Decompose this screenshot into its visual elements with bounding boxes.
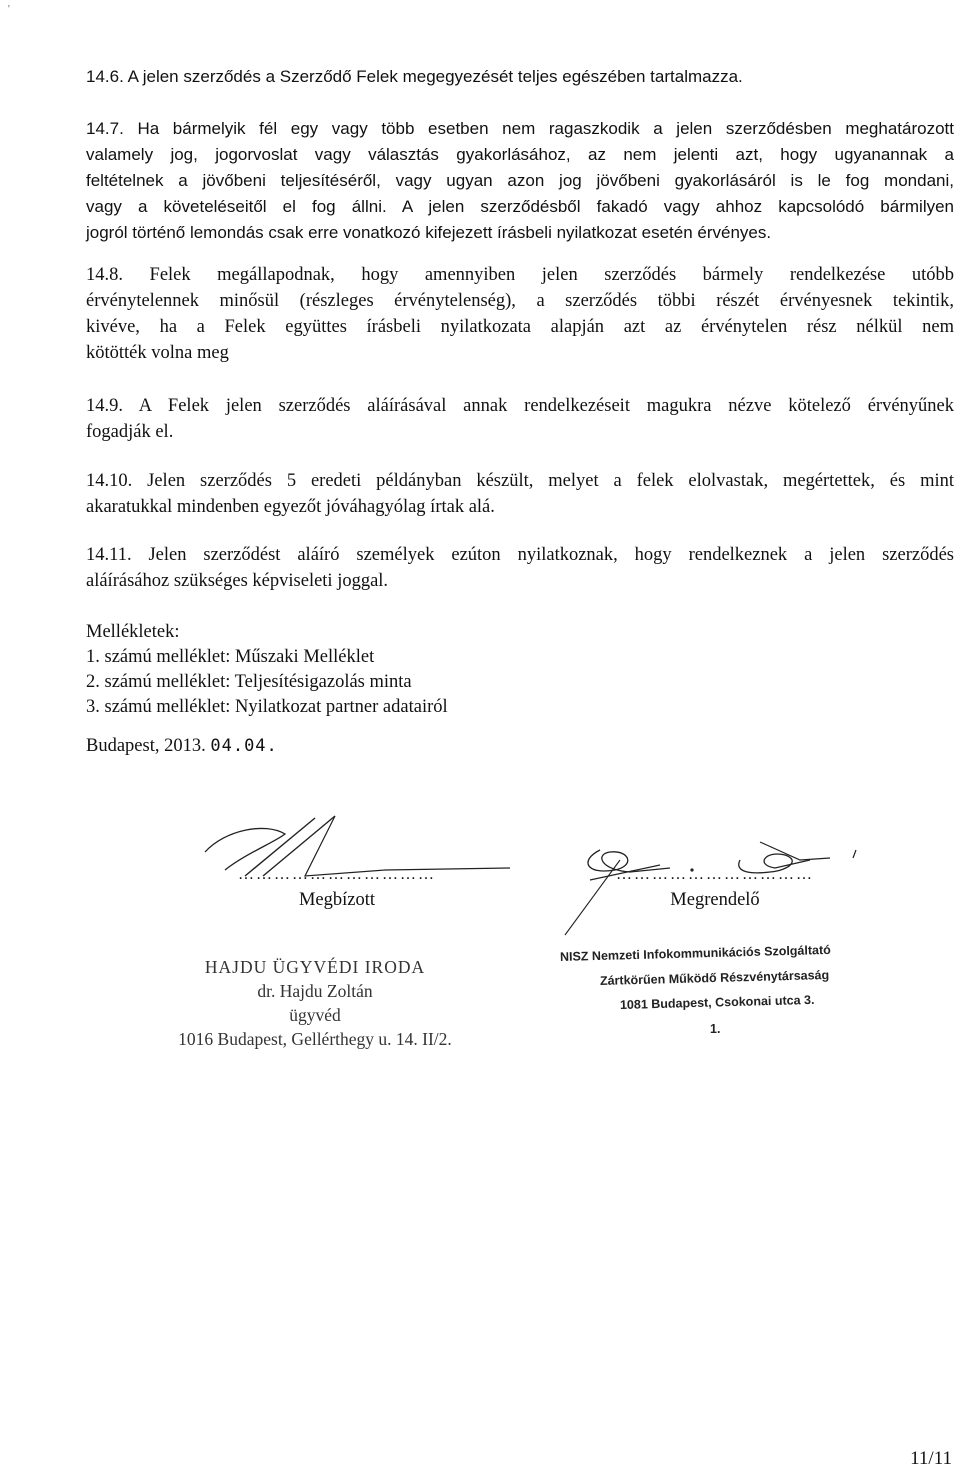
clause-14-8-line: kötötték volna meg xyxy=(86,343,229,363)
clause-14-8 xyxy=(86,262,954,366)
clause-14-9-line: fogadják el. xyxy=(86,422,174,442)
clause-14-10 xyxy=(86,468,954,520)
stamp-person-name: dr. Hajdu Zoltán xyxy=(257,981,373,1001)
clause-14-6-text: 14.6. A jelen szerződés a Szerződő Felek megegyezését teljes egészében tartalmazza. xyxy=(86,67,743,86)
clause-14-7 xyxy=(86,116,954,246)
annex-item: 3. számú melléklet: Nyilatkozat partner adatairól xyxy=(86,697,448,717)
signer-role-left: Megbízott xyxy=(298,890,376,910)
signature-line: …………………………… xyxy=(616,866,814,883)
clause-14-11 xyxy=(86,542,954,594)
clause-14-10-line: akaratukkal mindenben egyezőt jóváhagyólag írtak alá. xyxy=(86,497,495,517)
scan-mark: ' xyxy=(8,4,10,15)
stamp-company-form: Zártkörűen Működő Részvénytársaság xyxy=(599,968,830,988)
clause-14-7-line: vagy a követeléseitől el fog állni. A jelen szerződésből fakadó vagy ahhoz kapcsolódó bármilyen xyxy=(86,197,954,216)
handwritten-date: 04.04. xyxy=(210,736,278,756)
annex-title: Mellékletek: xyxy=(86,622,180,642)
signer-role-right: Megrendelő xyxy=(670,890,760,910)
clause-14-10-line: 14.10. Jelen szerződés 5 eredeti példányban készült, melyet a felek elolvastak, megértettek, és mint xyxy=(86,471,954,491)
annex-item: 1. számú melléklet: Műszaki Melléklet xyxy=(86,647,375,667)
clause-14-9 xyxy=(86,393,954,445)
clause-14-11-line: aláírásához szükséges képviseleti joggal. xyxy=(86,571,389,591)
clause-14-7-line: jogról történő lemondás csak erre vonatkozó kifejezett írásbeli nyilatkozat esetén érvényes. xyxy=(86,223,772,242)
signature-block-right xyxy=(600,866,830,911)
stamp-right xyxy=(559,942,940,1041)
place-date-text: Budapest, 2013. xyxy=(86,736,206,756)
place-date xyxy=(86,736,278,757)
clause-14-7-line: 14.7. Ha bármelyik fél egy vagy több esetben nem ragaszkodik a jelen szerződésben meghatározott xyxy=(86,119,954,138)
clause-14-6 xyxy=(86,64,954,90)
clause-14-8-line: 14.8. Felek megállapodnak, hogy amennyiben jelen szerződés bármely rendelkezése utóbb xyxy=(86,265,954,285)
signature-block-left xyxy=(222,866,452,911)
clause-14-11-line: 14.11. Jelen szerződést aláíró személyek ezúton nyilatkoznak, hogy rendelkeznek a jelen szerződés xyxy=(86,545,954,565)
annex-list xyxy=(86,620,686,720)
clause-14-7-line: feltételnek a jövőbeni teljesítéséről, vagy ugyan azon jog jövőbeni gyakorlásáról is le fog mondani, xyxy=(86,171,954,190)
stamp-address: 1016 Budapest, Gellérthegy u. 14. II/2. xyxy=(178,1029,452,1049)
page-number: 11/11 xyxy=(910,1448,952,1469)
stamp-left xyxy=(150,955,480,1051)
stamp-company-name: NISZ Nemzeti Infokommunikációs Szolgáltató xyxy=(559,942,831,964)
stamp-title: ügyvéd xyxy=(289,1005,341,1025)
stamp-company-address: 1081 Budapest, Csokonai utca 3. xyxy=(619,992,815,1012)
signature-line: …………………………… xyxy=(238,866,436,883)
clause-14-8-line: kivéve, ha a Felek együttes írásbeli nyilatkozata alapján azt az érvénytelen rész nélkül nem xyxy=(86,317,954,337)
annex-item: 2. számú melléklet: Teljesítésigazolás minta xyxy=(86,672,412,692)
stamp-firm-name: HAJDU ÜGYVÉDI IRODA xyxy=(204,957,426,977)
clause-14-9-line: 14.9. A Felek jelen szerződés aláírásával annak rendelkezéseit magukra nézve kötelező érvényűnek xyxy=(86,396,954,416)
clause-14-8-line: érvénytelennek minősül (részleges érvénytelenség), a szerződés többi részét érvényesnek tekintik, xyxy=(86,291,954,311)
clause-14-7-line: valamely jog, jogorvoslat vagy választás gyakorlásához, az nem jelenti azt, hogy ugyanannak a xyxy=(86,145,954,164)
stamp-number: 1. xyxy=(710,1022,721,1036)
